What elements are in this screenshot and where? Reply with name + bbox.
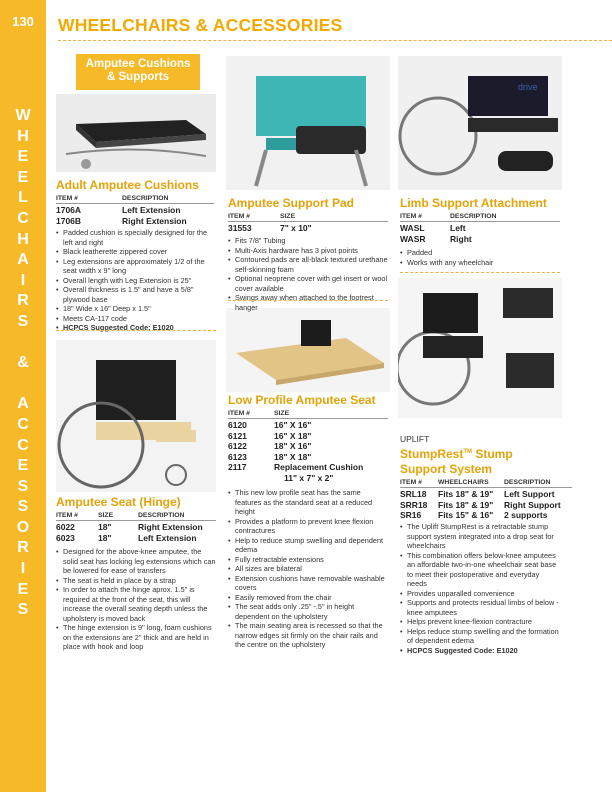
stumprest-brand: UPLIFT: [400, 434, 430, 444]
seat-hinge-features: • Designed for the above-knee amputee, the solid seat has locking leg extensions which can be lowered for ease of transfers • The seat is held in place by a strap • In order to attach the hinge aprox. 1.5" is required at the front of the seat, this will increase the overall seating depth unless the upholstery is moved back • The hinge extension is 9" long, foam cushions on the extensions are 2" thick and are held in place with hook and loop: [56, 547, 216, 652]
section-title: WHEELCHAIRS & ACCESSORIES: [58, 15, 343, 35]
table-row: SRR18 Fits 18" & 19" Right Support: [400, 499, 561, 510]
table-row: 6120 16" X 16": [228, 420, 312, 430]
low-profile-title: Low Profile Amputee Seat: [228, 393, 376, 407]
table-row: 1706A Left Extension: [56, 205, 181, 215]
stumprest-table: ITEM # WHEELCHAIRS DESCRIPTION SRL18 Fits 18" & 19" Left Support SRR18 Fits 18" & 19" Right Support SR16 Fits 15" & 16" 2 supports: [400, 479, 572, 521]
low-profile-features: • This new low profile seat has the same features as the standard seat at a reduced height • Provides a platform to prevent knee flexion contractures • Help to reduce stump swelling and dependent edema • Fully retractable extensions • All sizes are bilateral • Extension cushions have removable washable covers • Easily removed from the chair • The seat adds only .25" -.5" in height dependent on the upholstery • The main seating area is recessed so that the narrow edges sit firmly on the chair rails and the centre on the upholstery: [228, 488, 388, 650]
limb-support-title: Limb Support Attachment: [400, 196, 547, 210]
table-row: 6121 16" X 18": [228, 430, 312, 441]
stumprest-title: StumpRest™ Stump Support System: [400, 447, 513, 476]
table-row: 1706B Right Extension: [56, 215, 187, 226]
low-profile-photo: [226, 308, 390, 392]
table-row: 11" x 7" x 2": [284, 472, 334, 483]
sidebar-vertical-title: W H E E L C H A I R S & A C C E S S O R I E S: [15, 107, 31, 619]
limb-support-photo: [398, 56, 562, 190]
svg-text:drive: drive: [518, 82, 538, 92]
limb-support-features: • Padded • Works with any wheelchair: [400, 248, 560, 267]
table-row: 6023 18" Left Extension: [56, 532, 197, 543]
support-pad-title: Amputee Support Pad: [228, 196, 355, 210]
seat-hinge-title: Amputee Seat (Hinge): [56, 495, 181, 509]
adult-cushions-features: • Padded cushion is specially designed for the left and right • Black leatherette zippered cover • Leg extensions are approximately 1/2 of the seat width x 9" long • Overall length with Leg Extension is 25" • Overall thickness is 1.5" and have a 5/8" plywood base • 18" Wide x 16" Deep x 1.5" • Meets CA-117 code • HCPCS Suggested Code: E1020: [56, 228, 216, 333]
stumprest-photo: [398, 278, 562, 418]
seat-hinge-photo: [56, 340, 216, 492]
table-row: WASR Right: [400, 233, 472, 244]
adult-cushion-photo: [56, 94, 216, 172]
support-pad-photo: [226, 56, 390, 190]
divider: [400, 272, 560, 273]
table-row: 6022 18" Right Extension: [56, 522, 203, 532]
header-divider: [58, 40, 612, 41]
category-label: Amputee Cushions & Supports: [76, 54, 200, 90]
support-pad-table: ITEM # SIZE 31553 7" x 10": [228, 213, 388, 234]
low-profile-table: ITEM # SIZE 6120 16" X 16" 6121 16" X 18" 6122 18" X 16" 6123 18" X 18" 2117 Replacement Cushion 11" x 7" x 2": [228, 410, 388, 484]
table-row: SR16 Fits 15" & 16" 2 supports: [400, 510, 548, 521]
adult-cushions-title: Adult Amputee Cushions: [56, 178, 199, 192]
sidebar: [0, 0, 46, 792]
stumprest-features: • The Uplift StumpRest is a retractable stump support system integrated into a drop seat for wheelchairs • This combination offers below-knee amputees an affordable two-in-one wheelchair seat base to meet their postoperative and everyday needs • Provides unparalled convenience • Supports and protects residual limbs of below -knee amputees • Helps prevent knee-flexion contracture • Helps reduce stump swelling and the formation of dependent edema • HCPCS Suggested Code: E1020: [400, 522, 560, 655]
divider: [228, 300, 388, 301]
table-row: 6122 18" X 16": [228, 441, 312, 452]
table-row: 6123 18" X 18": [228, 451, 312, 462]
table-row: 2117 Replacement Cushion: [228, 462, 364, 473]
limb-support-table: ITEM # DESCRIPTION WASL Left WASR Right: [400, 213, 560, 244]
seat-hinge-table: ITEM # SIZE DESCRIPTION 6022 18" Right Extension 6023 18" Left Extension: [56, 512, 216, 543]
divider: [56, 330, 216, 331]
table-row: WASL Left: [400, 223, 466, 233]
table-row: 31553 7" x 10": [228, 223, 312, 233]
table-row: SRL18 Fits 18" & 19" Left Support: [400, 489, 555, 499]
support-pad-features: • Fits 7/8" Tubing • Multi-Axis hardware has 3 pivot points • Contoured pads are all-black textured urethane self-skinning foam • Optional neoprene cover with gel insert or wool cover available • Swings away when attached to the footrest hanger: [228, 236, 388, 312]
adult-cushions-table: ITEM # DESCRIPTION 1706A Left Extension 1706B Right Extension: [56, 195, 214, 226]
page-number: 130: [12, 14, 34, 29]
